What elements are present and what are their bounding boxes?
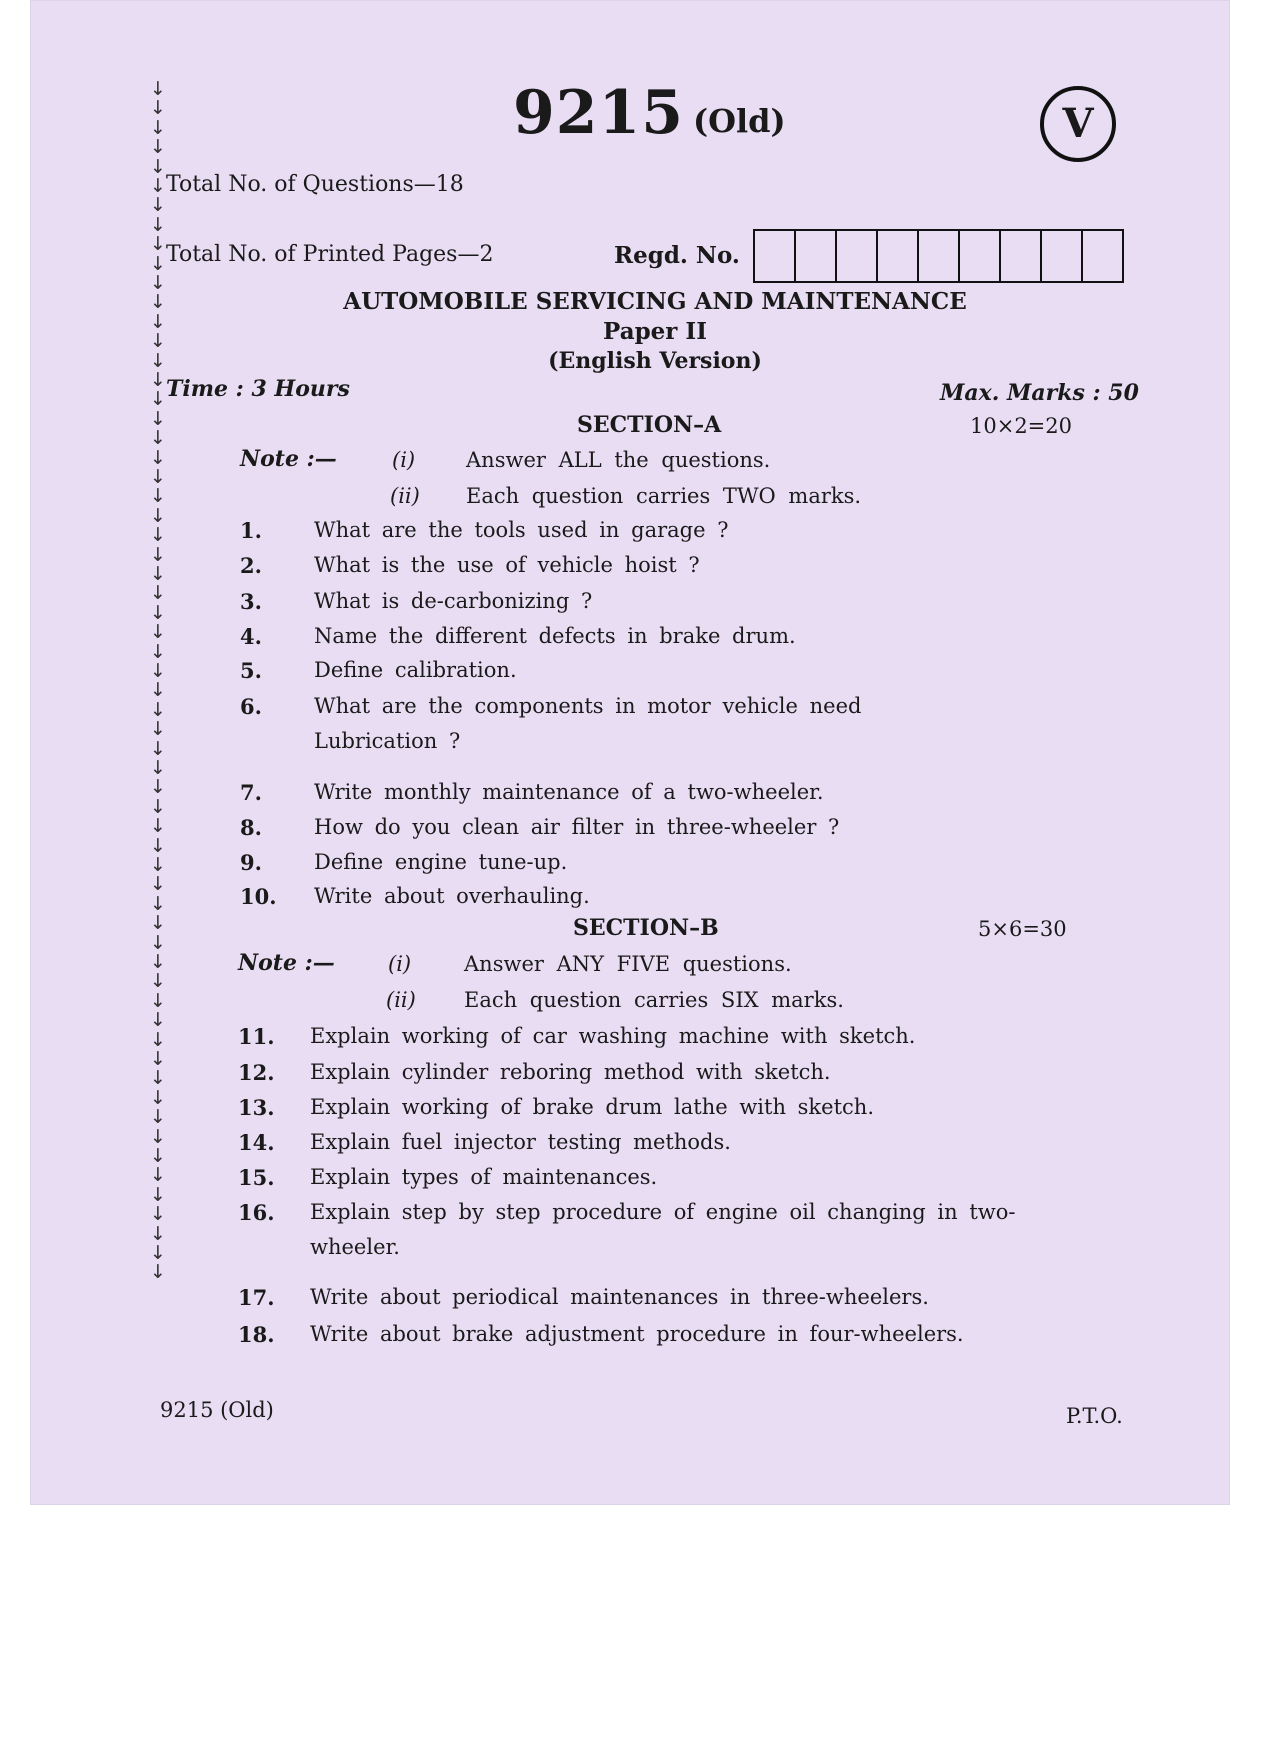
question-number: 4.	[240, 624, 262, 649]
question-text: Write about brake adjustment procedure in four-wheelers.	[310, 1322, 964, 1346]
question-number: 2.	[240, 553, 262, 578]
paper-number: Paper II	[603, 318, 707, 345]
question-number: 17.	[238, 1285, 275, 1310]
version-label: (English Version)	[548, 348, 762, 374]
margin-arrow-icon: ↓	[150, 504, 166, 527]
subject-title: AUTOMOBILE SERVICING AND MAINTENANCE	[343, 288, 967, 315]
margin-arrow-icon: ↓	[150, 1048, 166, 1070]
regd-digit-box[interactable]	[876, 231, 917, 281]
footer-pto: P.T.O.	[1066, 1404, 1123, 1428]
section-a-note-num: (ii)	[390, 484, 420, 508]
margin-arrow-icon: ↓	[150, 698, 166, 721]
question-text: What are the components in motor vehicle need	[314, 694, 862, 718]
section-a-note-text: Answer ALL the questions.	[466, 448, 771, 472]
question-number: 7.	[240, 780, 262, 805]
question-number: 6.	[240, 694, 262, 719]
margin-arrow-icon: ↓	[150, 233, 166, 256]
question-text: Explain fuel injector testing methods.	[310, 1130, 731, 1154]
margin-arrow-icon: ↓	[150, 873, 166, 896]
margin-arrow-icon: ↓	[150, 679, 166, 702]
section-a-note-num: (i)	[392, 448, 416, 472]
margin-arrow-icon: ↓	[150, 582, 166, 605]
section-a-marks: 10×2=20	[970, 414, 1072, 438]
margin-arrow-icon: ↓	[150, 349, 166, 372]
margin-arrow-icon: ↓	[150, 466, 166, 488]
margin-arrow-icon: ↓	[150, 563, 166, 585]
margin-arrow-icon: ↓	[150, 1106, 166, 1129]
time-allowed: Time : 3 Hours	[166, 376, 350, 402]
question-number: 16.	[238, 1200, 275, 1225]
margin-arrow-icon: ↓	[150, 310, 166, 333]
margin-arrow-icon: ↓	[150, 427, 166, 450]
question-number: 11.	[238, 1024, 275, 1049]
paper-code-suffix: (Old)	[693, 102, 786, 140]
question-text: Explain types of maintenances.	[310, 1165, 658, 1189]
regd-digit-box[interactable]	[1040, 231, 1081, 281]
section-b-heading: SECTION–B	[573, 915, 719, 941]
max-marks: Max. Marks : 50	[940, 380, 1139, 406]
question-number: 15.	[238, 1165, 275, 1190]
margin-arrow-icon: ↓	[150, 446, 166, 469]
margin-arrow-icon: ↓	[150, 543, 166, 566]
margin-arrow-icon: ↓	[150, 1164, 166, 1187]
regd-digit-box[interactable]	[794, 231, 835, 281]
question-text: Explain step by step procedure of engine oil changing in two-	[310, 1200, 1016, 1224]
footer-code: 9215 (Old)	[160, 1398, 274, 1422]
margin-arrow-icon: ↓	[150, 252, 166, 275]
section-b-note-label: Note :—	[238, 950, 335, 976]
margin-arrow-icon: ↓	[150, 1028, 166, 1051]
margin-arrow-icon: ↓	[150, 78, 166, 100]
question-text: Name the different defects in brake drum.	[314, 624, 796, 648]
question-text: Explain working of brake drum lathe with sketch.	[310, 1095, 874, 1119]
section-b-note-text: Each question carries SIX marks.	[464, 988, 844, 1012]
section-b-note-num: (ii)	[386, 988, 416, 1012]
margin-arrow-icon: ↓	[150, 116, 166, 139]
set-code-badge: V	[1040, 86, 1116, 162]
margin-arrow-icon: ↓	[150, 718, 166, 741]
margin-arrow-icon: ↓	[150, 1009, 166, 1032]
margin-arrow-icon: ↓	[150, 601, 166, 624]
margin-arrow-icon: ↓	[150, 640, 166, 663]
margin-arrow-icon: ↓	[150, 1145, 166, 1167]
margin-arrow-icon: ↓	[150, 136, 166, 159]
margin-arrow-icon: ↓	[150, 892, 166, 915]
margin-arrow-icon: ↓	[150, 970, 166, 993]
total-pages: Total No. of Printed Pages—2	[166, 242, 494, 267]
regd-digit-box[interactable]	[755, 231, 794, 281]
question-text: Define engine tune-up.	[314, 850, 568, 874]
question-text: How do you clean air filter in three-wheeler ?	[314, 815, 840, 839]
total-questions: Total No. of Questions—18	[166, 172, 464, 197]
paper-code: 9215	[513, 78, 684, 148]
question-text: What are the tools used in garage ?	[314, 518, 729, 542]
margin-arrow-icon: ↓	[150, 989, 166, 1012]
margin-arrow-icon: ↓	[150, 388, 166, 411]
margin-arrow-icon: ↓	[150, 621, 166, 644]
margin-arrow-icon: ↓	[150, 1086, 166, 1109]
margin-arrow-icon: ↓	[150, 1125, 166, 1148]
margin-arrow-icon: ↓	[150, 369, 166, 391]
regd-digit-box[interactable]	[835, 231, 876, 281]
regd-label: Regd. No.	[614, 242, 740, 269]
section-a-note-text: Each question carries TWO marks.	[466, 484, 862, 508]
section-a-note-label: Note :—	[240, 446, 337, 472]
regd-digit-box[interactable]	[917, 231, 958, 281]
question-number: 12.	[238, 1060, 275, 1085]
question-number: 10.	[240, 884, 277, 909]
margin-arrow-icon: ↓	[150, 272, 166, 294]
regd-number-boxes[interactable]	[753, 229, 1124, 283]
margin-arrow-icon: ↓	[150, 485, 166, 508]
margin-arrow-icon: ↓	[150, 795, 166, 818]
margin-arrow-icon: ↓	[150, 1242, 166, 1264]
question-number: 9.	[240, 850, 262, 875]
question-text: What is the use of vehicle hoist ?	[314, 553, 700, 577]
margin-arrow-icon: ↓	[150, 776, 166, 799]
regd-digit-box[interactable]	[1081, 231, 1122, 281]
margin-arrow-icon: ↓	[150, 1067, 166, 1090]
margin-arrow-icon: ↓	[150, 194, 166, 217]
question-text: Explain cylinder reboring method with sketch.	[310, 1060, 831, 1084]
margin-arrow-icon: ↓	[150, 213, 166, 236]
margin-arrow-icon: ↓	[150, 97, 166, 120]
margin-arrow-icon: ↓	[150, 660, 166, 682]
margin-arrow-icon: ↓	[150, 931, 166, 954]
regd-digit-box[interactable]	[999, 231, 1040, 281]
margin-arrow-icon: ↓	[150, 834, 166, 857]
margin-arrow-icon: ↓	[150, 407, 166, 430]
question-text: Define calibration.	[314, 658, 517, 682]
regd-digit-box[interactable]	[958, 231, 999, 281]
question-text: Write about periodical maintenances in three-wheelers.	[310, 1285, 929, 1309]
question-text: What is de-carbonizing ?	[314, 589, 593, 613]
margin-arrow-icon: ↓	[150, 175, 166, 197]
question-text: Write monthly maintenance of a two-wheeler.	[314, 780, 824, 804]
section-b-note-num: (i)	[388, 952, 412, 976]
question-text: Write about overhauling.	[314, 884, 590, 908]
question-text: wheeler.	[310, 1235, 400, 1259]
question-number: 14.	[238, 1130, 275, 1155]
margin-arrow-icon: ↓	[150, 757, 166, 779]
section-a-heading: SECTION–A	[577, 412, 722, 438]
margin-arrow-icon: ↓	[150, 951, 166, 973]
margin-arrow-icon: ↓	[150, 815, 166, 838]
margin-arrow-icon: ↓	[150, 912, 166, 935]
margin-arrow-icon: ↓	[150, 1222, 166, 1245]
question-number: 13.	[238, 1095, 275, 1120]
question-number: 5.	[240, 658, 262, 683]
margin-arrow-icon: ↓	[150, 854, 166, 876]
question-number: 1.	[240, 518, 262, 543]
question-text: Explain working of car washing machine with sketch.	[310, 1024, 916, 1048]
section-b-note-text: Answer ANY FIVE questions.	[464, 952, 792, 976]
question-paper-sheet	[30, 0, 1230, 1505]
margin-arrow-icon: ↓	[150, 291, 166, 314]
margin-arrow-icon: ↓	[150, 1183, 166, 1206]
margin-arrow-icon: ↓	[150, 330, 166, 353]
margin-arrow-icon: ↓	[150, 1261, 166, 1284]
margin-arrow-icon: ↓	[150, 1203, 166, 1226]
margin-arrow-icon: ↓	[150, 155, 166, 178]
margin-arrow-icon: ↓	[150, 737, 166, 760]
section-b-marks: 5×6=30	[978, 917, 1067, 941]
question-text: Lubrication ?	[314, 729, 461, 753]
margin-arrow-icon: ↓	[150, 524, 166, 547]
question-number: 18.	[238, 1322, 275, 1347]
question-number: 8.	[240, 815, 262, 840]
question-number: 3.	[240, 589, 262, 614]
